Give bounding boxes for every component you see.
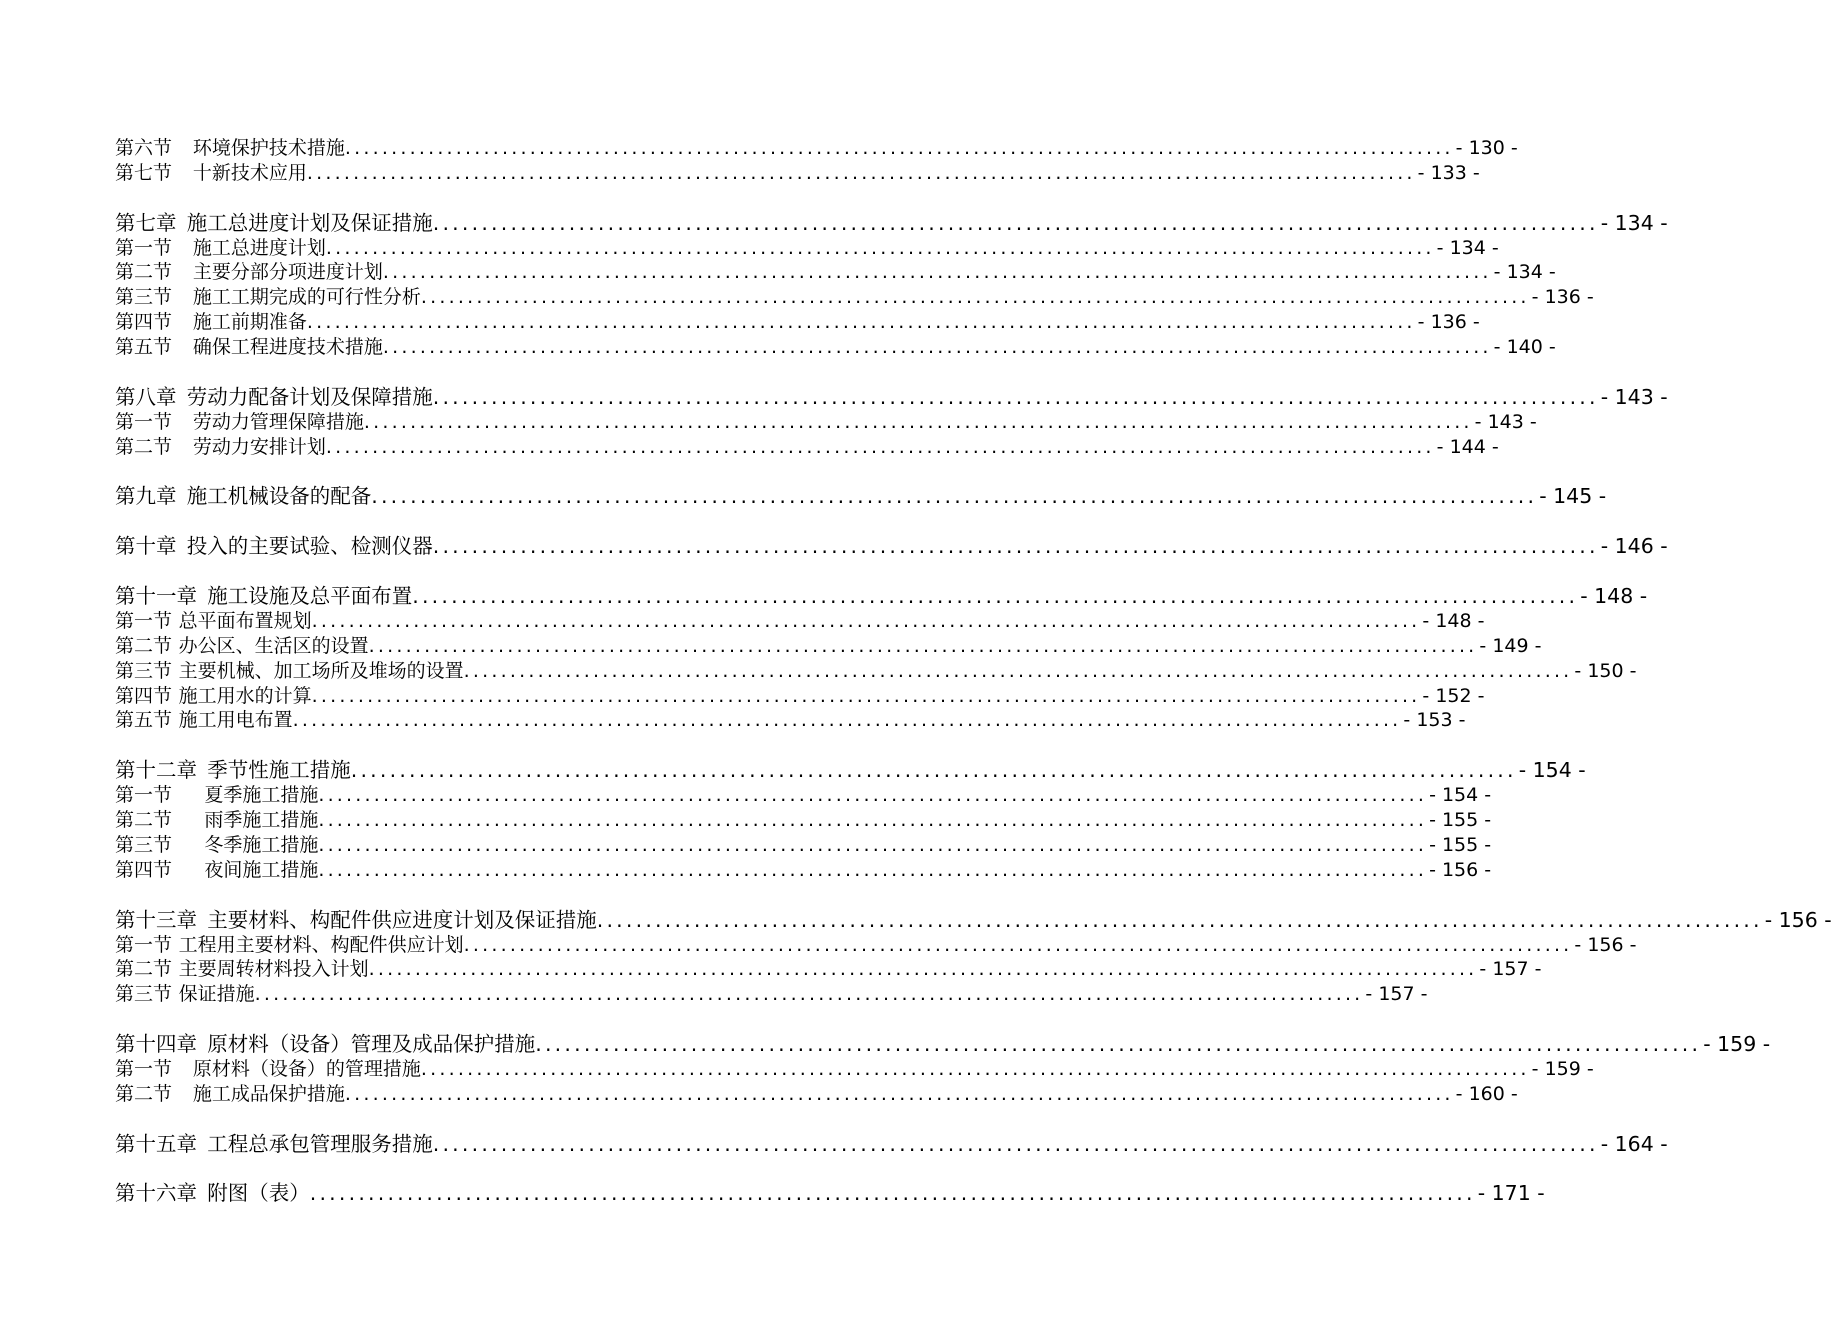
toc-entry-title: 施工成品保护措施 [192,1082,345,1105]
toc-entry-label: 第三节 [115,833,173,856]
toc-entry-label: 第一节 [115,236,173,259]
toc-entry-page-number: - 157 - [1365,983,1428,1006]
toc-section-entry[interactable] [115,634,1542,659]
dot-leader: ........................................................................................................................ [463,659,1573,682]
toc-entry-label: 第十一章 [115,584,197,609]
dot-leader: ........................................................................................................................ [432,1131,1599,1156]
toc-entry-title: 主要分部分项进度计划 [192,261,383,284]
toc-entry-page-number: - 164 - [1600,1131,1668,1156]
toc-section-entry[interactable] [115,310,1480,335]
toc-section-entry[interactable] [115,982,1428,1007]
toc-section-entry[interactable] [115,609,1485,634]
dot-leader: ........................................................................................................................ [318,809,1428,832]
toc-section-entry[interactable] [115,708,1466,733]
toc-entry-title: 施工前期准备 [192,311,307,334]
dot-leader: ........................................................................................................................ [311,609,1421,632]
group-spacer [115,559,837,584]
toc-entry-title: 工程总承包管理服务措施 [207,1131,433,1156]
toc-section-entry[interactable] [115,161,1480,186]
toc-section-entry[interactable] [115,957,1542,982]
toc-entry-title: 劳动力配备计划及保障措施 [186,384,433,409]
toc-entry-page-number: - 149 - [1479,634,1542,657]
toc-entry-title: 工程用主要材料、构配件供应计划 [178,933,464,956]
toc-section-entry[interactable] [115,285,1594,310]
toc-entry-label: 第一节 [115,784,173,807]
toc-entry-title: 施工总进度计划 [192,236,326,259]
toc-entry-title: 投入的主要试验、检测仪器 [186,534,433,559]
dot-leader: ........................................................................................................................ [325,435,1435,458]
toc-entry-title: 施工机械设备的配备 [186,484,372,509]
toc-entry-page-number: - 133 - [1417,161,1480,184]
toc-entry-page-number: - 156 - [1429,858,1492,881]
toc-entry-label: 第十章 [115,534,177,559]
toc-entry-page-number: - 154 - [1429,784,1492,807]
toc-section-entry[interactable] [115,410,1537,435]
dot-leader: ........................................................................................................................ [371,484,1538,509]
toc-entry-title: 施工工期完成的可行性分析 [192,286,421,309]
toc-entry-title: 雨季施工措施 [204,809,319,832]
toc-chapter-entry[interactable] [115,210,1668,236]
toc-entry-label: 第一节 [115,410,173,433]
toc-entry-title: 总平面布置规划 [178,609,312,632]
toc-entry-label: 第十三章 [115,907,197,932]
dot-leader: ........................................................................................................................ [306,311,1416,334]
dot-leader: ........................................................................................................................ [309,1181,1476,1206]
toc-entry-page-number: - 156 - [1764,907,1832,932]
toc-entry-page-number: - 136 - [1417,311,1480,334]
toc-entry-title: 主要材料、构配件供应进度计划及保证措施 [207,907,597,932]
toc-entry-label: 第五节 [115,709,173,732]
toc-entry-label: 第四节 [115,311,173,334]
dot-leader: ........................................................................................................................ [432,534,1599,559]
toc-entry-title: 主要机械、加工场所及堆场的设置 [178,659,464,682]
dot-leader: ........................................................................................................................ [254,983,1364,1006]
toc-section-entry[interactable] [115,260,1556,285]
toc-section-entry[interactable] [115,833,1492,858]
toc-entry-page-number: - 156 - [1574,933,1637,956]
group-spacer [115,186,837,211]
toc-entry-page-number: - 130 - [1455,137,1518,159]
toc-entry-label: 第一节 [115,1057,173,1080]
dot-leader: ........................................................................................................................ [382,336,1492,359]
toc-entry-page-number: - 148 - [1422,609,1485,632]
group-spacer [115,883,837,908]
group-spacer [115,360,837,385]
group-spacer [115,509,837,534]
toc-entry-page-number: - 159 - [1531,1057,1594,1080]
toc-entry-page-number: - 155 - [1429,809,1492,832]
toc-entry-page-number: - 143 - [1600,384,1668,409]
toc-entry-page-number: - 144 - [1436,435,1499,458]
toc-entry-label: 第五节 [115,336,173,359]
toc-section-entry[interactable] [115,136,1518,161]
toc-entry-page-number: - 134 - [1600,210,1668,235]
toc-entry-page-number: - 145 - [1539,484,1607,509]
toc-entry-title: 施工总进度计划及保证措施 [186,210,433,235]
dot-leader: ........................................................................................................................ [344,1082,1454,1105]
toc-entry-page-number: - 150 - [1574,659,1637,682]
toc-chapter-entry[interactable] [115,534,1668,559]
toc-section-entry[interactable] [115,236,1499,261]
toc-chapter-entry[interactable] [115,1181,1545,1206]
group-spacer [115,1007,837,1032]
toc-entry-label: 第二节 [115,1082,173,1105]
toc-entry-title: 主要周转材料投入计划 [178,958,369,981]
toc-entry-title: 夜间施工措施 [204,858,319,881]
toc-entry-page-number: - 140 - [1493,336,1556,359]
toc-entry-title: 冬季施工措施 [204,833,319,856]
toc-section-entry[interactable] [115,933,1637,958]
toc-section-entry[interactable] [115,783,1492,808]
toc-section-entry[interactable] [115,1057,1594,1082]
toc-entry-page-number: - 152 - [1422,684,1485,707]
toc-chapter-entry[interactable] [115,584,1648,609]
toc-entry-title: 确保工程进度技术措施 [192,336,383,359]
toc-section-entry[interactable] [115,335,1556,360]
toc-entry-title: 环境保护技术措施 [192,137,345,159]
dot-leader: ........................................................................................................................ [363,410,1473,433]
toc-entry-label: 第十四章 [115,1032,197,1057]
toc-chapter-entry[interactable] [115,384,1668,410]
toc-entry-page-number: - 160 - [1455,1082,1518,1105]
dot-leader: ........................................................................................................................ [318,784,1428,807]
toc-entry-label: 第六节 [115,137,173,159]
table-of-contents [115,136,1832,1206]
toc-entry-title: 原材料（设备）的管理措施 [192,1057,421,1080]
dot-leader: ........................................................................................................................ [292,709,1402,732]
toc-entry-title: 施工用电布置 [178,709,293,732]
toc-entry-label: 第三节 [115,286,173,309]
toc-entry-page-number: - 157 - [1479,958,1542,981]
toc-entry-label: 第四节 [115,858,173,881]
toc-entry-label: 第二节 [115,261,173,284]
toc-entry-title: 季节性施工措施 [207,758,351,783]
toc-entry-page-number: - 159 - [1703,1032,1771,1057]
toc-entry-label: 第八章 [115,384,177,409]
toc-entry-title: 夏季施工措施 [204,784,319,807]
toc-entry-label: 第九章 [115,484,177,509]
toc-entry-title: 劳动力安排计划 [192,435,326,458]
group-spacer [115,460,837,485]
dot-leader: ........................................................................................................................ [596,907,1763,932]
toc-entry-label: 第二节 [115,634,173,657]
toc-entry-title: 保证措施 [178,983,255,1006]
toc-entry-label: 第二节 [115,809,173,832]
toc-entry-label: 第三节 [115,659,173,682]
dot-leader: ........................................................................................................................ [325,236,1435,259]
dot-leader: ........................................................................................................................ [318,858,1428,881]
toc-entry-label: 第七章 [115,210,177,235]
group-spacer [115,1107,837,1132]
dot-leader: ........................................................................................................................ [318,833,1428,856]
toc-entry-label: 第七节 [115,161,173,184]
toc-entry-title: 办公区、生活区的设置 [178,634,369,657]
dot-leader: ........................................................................................................................ [311,684,1421,707]
toc-entry-label: 第十六章 [115,1181,197,1206]
toc-chapter-entry[interactable] [115,758,1586,783]
toc-section-entry[interactable] [115,1082,1518,1107]
toc-entry-page-number: - 171 - [1477,1181,1545,1206]
dot-leader: ........................................................................................................................ [368,634,1478,657]
toc-entry-title: 十新技术应用 [192,161,307,184]
dot-leader: ........................................................................................................................ [344,137,1454,159]
toc-entry-label: 第一节 [115,933,173,956]
toc-entry-label: 第四节 [115,684,173,707]
toc-entry-page-number: - 154 - [1518,758,1586,783]
toc-entry-page-number: - 143 - [1474,410,1537,433]
toc-chapter-entry[interactable] [115,907,1832,933]
toc-entry-title: 附图（表） [207,1181,310,1206]
toc-entry-title: 劳动力管理保障措施 [192,410,364,433]
group-spacer [115,1157,837,1182]
toc-entry-title: 原材料（设备）管理及成品保护措施 [207,1032,536,1057]
toc-entry-page-number: - 136 - [1531,286,1594,309]
toc-entry-page-number: - 155 - [1429,833,1492,856]
dot-leader: ........................................................................................................................ [368,958,1478,981]
toc-section-entry[interactable] [115,659,1637,684]
toc-chapter-entry[interactable] [115,1032,1771,1057]
toc-entry-page-number: - 148 - [1580,584,1648,609]
toc-entry-label: 第三节 [115,983,173,1006]
dot-leader: ........................................................................................................................ [432,210,1599,235]
toc-entry-title: 施工设施及总平面布置 [207,584,413,609]
toc-entry-page-number: - 153 - [1403,709,1466,732]
toc-section-entry[interactable] [115,435,1499,460]
dot-leader: ........................................................................................................................ [306,161,1416,184]
dot-leader: ........................................................................................................................ [412,584,1579,609]
dot-leader: ........................................................................................................................ [463,933,1573,956]
toc-entry-label: 第十二章 [115,758,197,783]
group-spacer [115,733,837,758]
dot-leader: ........................................................................................................................ [420,286,1530,309]
dot-leader: ........................................................................................................................ [535,1032,1702,1057]
toc-section-entry[interactable] [115,858,1492,883]
dot-leader: ........................................................................................................................ [382,261,1492,284]
toc-section-entry[interactable] [115,684,1485,709]
toc-entry-page-number: - 146 - [1600,534,1668,559]
toc-entry-page-number: - 134 - [1493,261,1556,284]
toc-chapter-entry[interactable] [115,1131,1668,1157]
dot-leader: ........................................................................................................................ [420,1057,1530,1080]
toc-entry-label: 第二节 [115,958,173,981]
toc-entry-label: 第二节 [115,435,173,458]
toc-entry-title: 施工用水的计算 [178,684,312,707]
toc-entry-label: 第一节 [115,609,173,632]
toc-chapter-entry[interactable] [115,484,1607,509]
dot-leader: ........................................................................................................................ [432,384,1599,409]
dot-leader: ........................................................................................................................ [350,758,1517,783]
toc-entry-label: 第十五章 [115,1131,197,1156]
toc-entry-page-number: - 134 - [1436,236,1499,259]
toc-section-entry[interactable] [115,808,1492,833]
